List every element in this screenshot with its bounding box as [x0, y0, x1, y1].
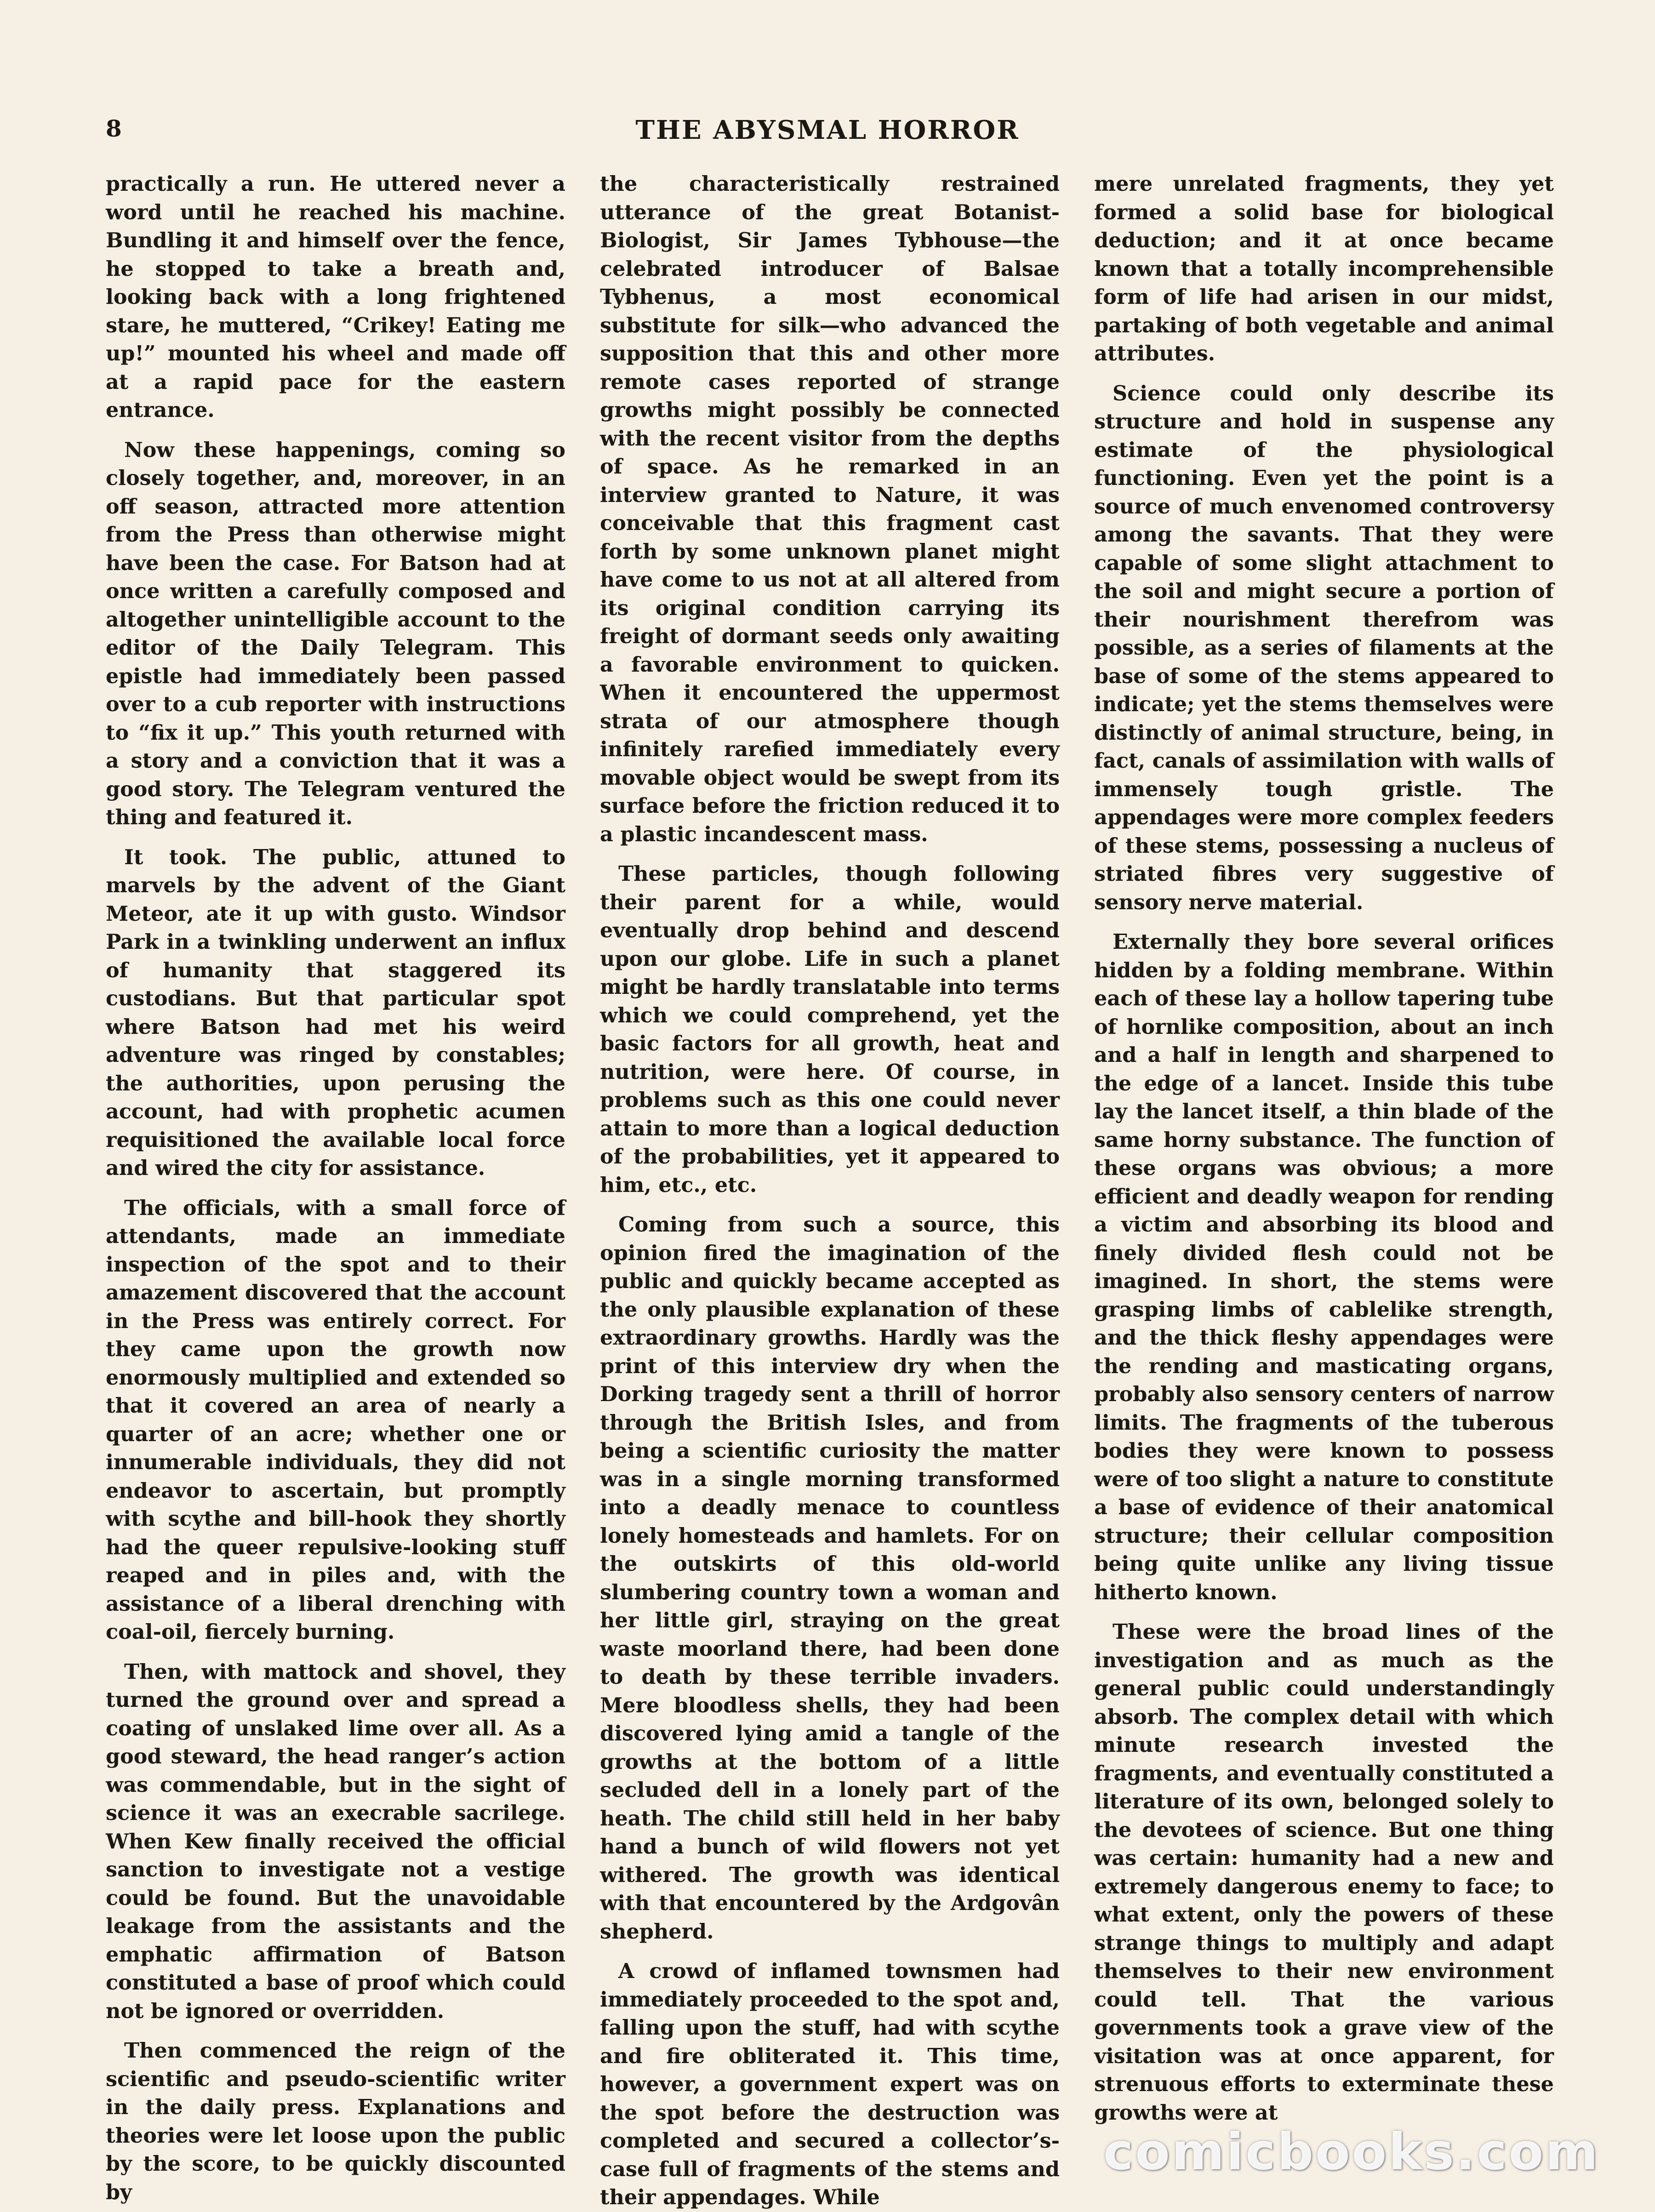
paragraph: Science could only describe its structure and hold in suspense any estimate of the physiological functioning. Even yet the point is a source of much envenomed controversy among the savants. That they were capable of some slight attachment to the soil and might secure a portion of their nourishment therefrom was possible, as a series of filaments at the base of some of the stems appeared to indicate; yet the stems themselves were distinctly of animal structure, being, in fact, canals of assimilation with walls of immensely tough gristle. The appendages were more complex feeders of these stems, possessing a nucleus of striated fibres very suggestive of sensory nerve material. — [1094, 381, 1554, 914]
watermark: comicbooks.com — [1103, 2122, 1600, 2181]
paragraph: A crowd of inflamed townsmen had immediately proceeded to the spot and, falling upon the stuff, had with scythe and fire obliterated it. This time, however, a government expert was on the spot before the destruction was completed and secured a collector’s-case full of fragments of the stems and their appendages. While — [600, 1959, 1060, 2209]
column-1 — [106, 170, 565, 2204]
column-2 — [600, 170, 1060, 2209]
paragraph: Then, with mattock and shovel, they turned the ground over and spread a coating of unslaked lime over all. As a good steward, the head ranger’s action was commendable, but in the sight of science it was an execrable sacrilege. When Kew finally received the official sanction to investigate not a vestige could be found. But the unavoidable leakage from the assistants and the emphatic affirmation of Batson constituted a base of proof which could not be ignored or overridden. — [106, 1659, 565, 2023]
column-3 — [1094, 170, 1554, 2125]
paragraph: The officials, with a small force of attendants, made an immediate inspection of the spot and to their amazement discovered that the account in the Press was entirely correct. For they came upon the growth now enormously multiplied and extended so that it covered an area of nearly a quarter of an acre; whether one or innumerable individuals, they did not endeavor to ascertain, but promptly with scythe and bill-hook they shortly had the queer repulsive-looking stuff reaped and in piles and, with the assistance of a liberal drenching with coal-oil, fiercely burning. — [106, 1196, 565, 1644]
page-number: 8 — [106, 115, 122, 142]
paragraph: Now these happenings, coming so closely together, and, moreover, in an off season, attracted more attention from the Press than otherwise might have been the case. For Batson had at once written a carefully composed and altogether unintelligible account to the editor of the Daily Telegram. This epistle had immediately been passed over to a cub reporter with instructions to “fix it up.” This youth returned with a story and a conviction that it was a good story. The Telegram ventured the thing and featured it. — [106, 438, 565, 829]
paragraph: Coming from such a source, this opinion fired the imagination of the public and quickly became accepted as the only plausible explanation of these extraordinary growths. Hardly was the print of this interview dry when the Dorking tragedy sent a thrill of horror through the British Isles, and from being a scientific curiosity the matter was in a single morning transformed into a deadly menace to countless lonely homesteads and hamlets. For on the outskirts of this old-world slumbering country town a woman and her little girl, straying on the great waste moorland there, had been done to death by these terrible invaders. Mere bloodless shells, they had been discovered lying amid a tangle of the growths at the bottom of a little secluded dell in a lonely part of the heath. The child still held in her baby hand a bunch of wild flowers not yet withered. The growth was identical with that encountered by the Ardgovân shepherd. — [600, 1213, 1060, 1944]
paragraph: mere unrelated fragments, they yet formed a solid base for biological deduction; and it at once became known that a totally incomprehensible form of life had arisen in our midst, partaking of both vegetable and animal attributes. — [1094, 172, 1554, 365]
paragraph: Then commenced the reign of the scientific and pseudo-scientific writer in the daily press. Explanations and theories were let loose upon the public by the score, to be quickly discounted by — [106, 2039, 565, 2204]
paragraph: These were the broad lines of the investigation and as much as the general public could understandingly absorb. The complex detail with which minute research invested the fragments, and eventually constituted a literature of its own, belonged solely to the devotees of science. But one thing was certain: humanity had a new and extremely dangerous enemy to face; to what extent, only the powers of these strange things to multiply and adapt themselves to their new environment could tell. That the various governments took a grave view of the visitation was at once apparent, for strenuous efforts to exterminate these growths were at — [1094, 1620, 1554, 2125]
paragraph: the characteristically restrained utterance of the great Botanist-Biologist, Sir James Tybhouse—the celebrated introducer of Balsae Tybhenus, a most economical substitute for silk—who advanced the supposition that this and other more remote cases reported of strange growths might possibly be connected with the recent visitor from the depths of space. As he remarked in an interview granted to Nature, it was conceivable that this fragment cast forth by some unknown planet might have come to us not at all altered from its original condition carrying its freight of dormant seeds only awaiting a favorable environment to quicken. When it encountered the uppermost strata of our atmosphere though infinitely rarefied immediately every movable object would be swept from its surface before the friction reduced it to a plastic incandescent mass. — [600, 172, 1060, 846]
running-head: THE ABYSMAL HORROR — [635, 115, 1020, 145]
page-header — [106, 115, 1549, 156]
paragraph: These particles, though following their parent for a while, would eventually drop behind and descend upon our globe. Life in such a planet might be hardly translatable into terms which we could comprehend, yet the basic factors for all growth, heat and nutrition, were here. Of course, in problems such as this one could never attain to more than a logical deduction of the probabilities, yet it appeared to him, etc., etc. — [600, 862, 1060, 1197]
paragraph: practically a run. He uttered never a word until he reached his machine. Bundling it and himself over the fence, he stopped to take a breath and, looking back with a long frightened stare, he muttered, “Crikey! Eating me up!” mounted his wheel and made off at a rapid pace for the eastern entrance. — [106, 172, 565, 422]
paragraph: Externally they bore several orifices hidden by a folding membrane. Within each of these lay a hollow tapering tube of hornlike composition, about an inch and a half in length and sharpened to the edge of a lancet. Inside this tube lay the lancet itself, a thin blade of the same horny substance. The function of these organs was obvious; a more efficient and deadly weapon for rending a victim and absorbing its blood and finely divided flesh could not be imagined. In short, the stems were grasping limbs of cablelike strength, and the thick fleshy appendages were the rending and masticating organs, probably also sensory centers of narrow limits. The fragments of the tuberous bodies they were known to possess were of too slight a nature to constitute a base of evidence of their anatomical structure; their cellular composition being quite unlike any living tissue hitherto known. — [1094, 930, 1554, 1604]
paragraph: It took. The public, attuned to marvels by the advent of the Giant Meteor, ate it up with gusto. Windsor Park in a twinkling underwent an influx of humanity that staggered its custodians. But that particular spot where Batson had met his weird adventure was ringed by constables; the authorities, upon perusing the account, had with prophetic acumen requisitioned the available local force and wired the city for assistance. — [106, 845, 565, 1180]
